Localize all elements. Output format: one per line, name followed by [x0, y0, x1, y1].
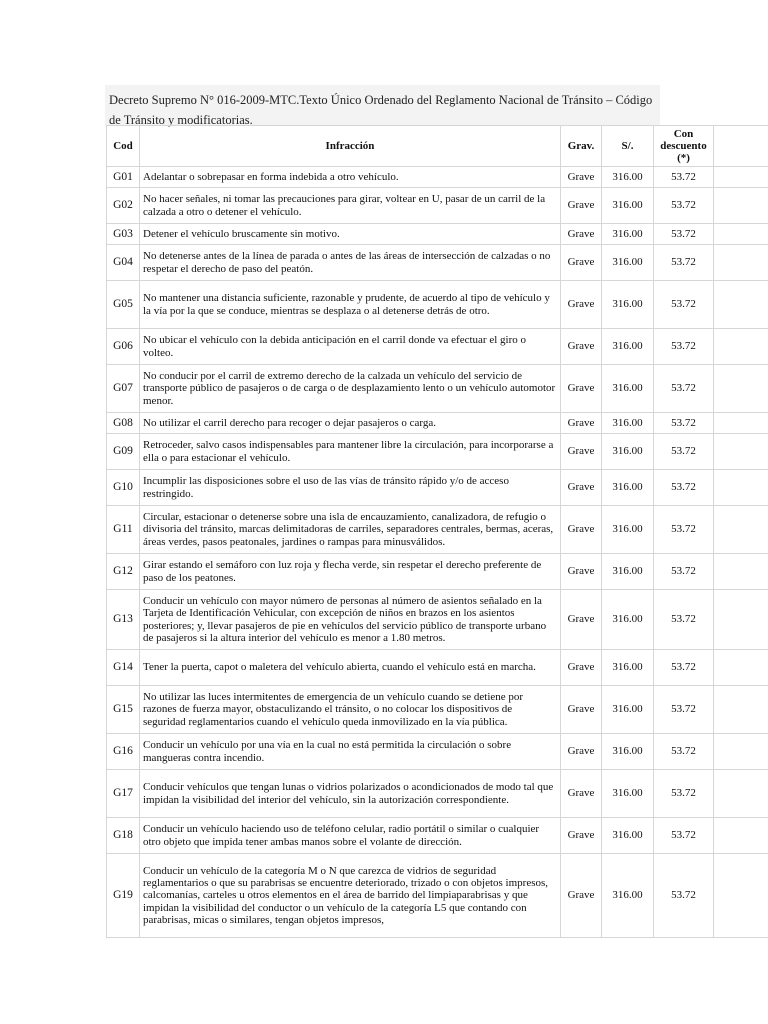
row-fine: 316.00 — [602, 506, 654, 554]
row-severity: Grave — [561, 734, 602, 770]
row-code: G19 — [107, 854, 140, 938]
row-fine: 316.00 — [602, 770, 654, 818]
row-fine: 316.00 — [602, 590, 654, 650]
row-code: G13 — [107, 590, 140, 650]
row-severity: Grave — [561, 686, 602, 734]
row-code: G04 — [107, 245, 140, 281]
row-code: G12 — [107, 554, 140, 590]
row-code: G03 — [107, 224, 140, 245]
header-cod: Cod — [107, 126, 140, 167]
table-row — [107, 590, 768, 650]
table-row — [107, 167, 768, 188]
row-fine: 316.00 — [602, 650, 654, 686]
row-discount: 53.72 — [654, 506, 714, 554]
row-description: Incumplir las disposiciones sobre el uso de las vías de tránsito rápido y/o de acceso restringido. — [140, 470, 561, 506]
row-severity: Grave — [561, 167, 602, 188]
row-empty-cell — [714, 245, 768, 281]
row-code: G06 — [107, 329, 140, 365]
row-fine: 316.00 — [602, 434, 654, 470]
row-severity: Grave — [561, 365, 602, 413]
row-fine: 316.00 — [602, 413, 654, 434]
row-severity: Grave — [561, 506, 602, 554]
row-code: G02 — [107, 188, 140, 224]
row-code: G14 — [107, 650, 140, 686]
row-empty-cell — [714, 281, 768, 329]
row-code: G17 — [107, 770, 140, 818]
row-discount: 53.72 — [654, 245, 714, 281]
table-header-row — [107, 126, 768, 167]
table-row — [107, 686, 768, 734]
row-discount: 53.72 — [654, 686, 714, 734]
table-row — [107, 734, 768, 770]
row-description: Tener la puerta, capot o maletera del vehículo abierta, cuando el vehículo está en marcha. — [140, 650, 561, 686]
row-description: Detener el vehículo bruscamente sin motivo. — [140, 224, 561, 245]
row-fine: 316.00 — [602, 470, 654, 506]
row-description: No utilizar las luces intermitentes de emergencia de un vehículo cuando se detiene por razones de fuerza mayor, obstaculizando el tránsito, o no colocar los dispositivos de seguridad reglamentarios cuando el vehículo queda inmovilizado en la vía pública. — [140, 686, 561, 734]
row-description: Retroceder, salvo casos indispensables para mantener libre la circulación, para incorporarse a ella o para estacionar el vehículo. — [140, 434, 561, 470]
row-description: No utilizar el carril derecho para recoger o dejar pasajeros o carga. — [140, 413, 561, 434]
row-discount: 53.72 — [654, 470, 714, 506]
row-discount: 53.72 — [654, 734, 714, 770]
table-row — [107, 365, 768, 413]
row-empty-cell — [714, 329, 768, 365]
header-infraccion: Infracción — [140, 126, 561, 167]
row-fine: 316.00 — [602, 818, 654, 854]
table-row — [107, 854, 768, 938]
row-empty-cell — [714, 818, 768, 854]
row-empty-cell — [714, 590, 768, 650]
header-empty — [714, 126, 768, 167]
row-code: G11 — [107, 506, 140, 554]
row-discount: 53.72 — [654, 854, 714, 938]
row-fine: 316.00 — [602, 224, 654, 245]
row-empty-cell — [714, 506, 768, 554]
row-discount: 53.72 — [654, 818, 714, 854]
row-description: No ubicar el vehículo con la debida anticipación en el carril donde va efectuar el giro o volteo. — [140, 329, 561, 365]
row-fine: 316.00 — [602, 167, 654, 188]
row-empty-cell — [714, 770, 768, 818]
row-severity: Grave — [561, 770, 602, 818]
row-description: No detenerse antes de la línea de parada o antes de las áreas de intersección de calzadas o no respetar el derecho de paso del peatón. — [140, 245, 561, 281]
row-description: Conducir un vehículo haciendo uso de teléfono celular, radio portátil o similar o cualquier otro objeto que impida tener ambas manos sobre el volante de dirección. — [140, 818, 561, 854]
table-row — [107, 506, 768, 554]
row-fine: 316.00 — [602, 554, 654, 590]
row-code: G08 — [107, 413, 140, 434]
row-fine: 316.00 — [602, 281, 654, 329]
row-fine: 316.00 — [602, 245, 654, 281]
row-empty-cell — [714, 686, 768, 734]
table-row — [107, 245, 768, 281]
table-row — [107, 554, 768, 590]
row-description: No mantener una distancia suficiente, razonable y prudente, de acuerdo al tipo de vehículo y la vía por la que se conduce, mientras se desplaza o al detenerse detrás de otro. — [140, 281, 561, 329]
row-empty-cell — [714, 854, 768, 938]
row-discount: 53.72 — [654, 554, 714, 590]
table-row — [107, 770, 768, 818]
table-row — [107, 281, 768, 329]
row-severity: Grave — [561, 329, 602, 365]
row-empty-cell — [714, 413, 768, 434]
row-empty-cell — [714, 434, 768, 470]
row-description: Conducir un vehículo con mayor número de personas al número de asientos señalado en la Tarjeta de Identificación Vehicular, con excepción de niños en brazos en los asientos posteriores; y, llevar pasajeros de pie en vehículos del servicio público de transporte urbano de pasajeros si la altura interior del vehículo es menor a 1.80 metros. — [140, 590, 561, 650]
row-severity: Grave — [561, 818, 602, 854]
table-row — [107, 434, 768, 470]
row-discount: 53.72 — [654, 650, 714, 686]
row-description: No hacer señales, ni tomar las precauciones para girar, voltear en U, pasar de un carril de la calzada a otro o detener el vehículo. — [140, 188, 561, 224]
row-empty-cell — [714, 365, 768, 413]
row-discount: 53.72 — [654, 434, 714, 470]
row-empty-cell — [714, 224, 768, 245]
row-severity: Grave — [561, 434, 602, 470]
row-code: G10 — [107, 470, 140, 506]
row-fine: 316.00 — [602, 854, 654, 938]
row-code: G18 — [107, 818, 140, 854]
row-description: No conducir por el carril de extremo derecho de la calzada un vehículo del servicio de transporte público de pasajeros o de carga o de desplazamiento lento o un vehículo automotor menor. — [140, 365, 561, 413]
row-severity: Grave — [561, 188, 602, 224]
row-fine: 316.00 — [602, 329, 654, 365]
row-discount: 53.72 — [654, 590, 714, 650]
row-description: Conducir un vehículo por una vía en la cual no está permitida la circulación o sobre mangueras contra incendio. — [140, 734, 561, 770]
header-soles: S/. — [602, 126, 654, 167]
row-code: G07 — [107, 365, 140, 413]
row-empty-cell — [714, 167, 768, 188]
row-code: G16 — [107, 734, 140, 770]
row-empty-cell — [714, 188, 768, 224]
document-title: Decreto Supremo N° 016-2009-MTC.Texto Único Ordenado del Reglamento Nacional de Tránsito – Código de Tránsito y modificatorias. — [105, 85, 660, 125]
row-severity: Grave — [561, 854, 602, 938]
row-severity: Grave — [561, 224, 602, 245]
row-empty-cell — [714, 470, 768, 506]
table-row — [107, 188, 768, 224]
header-grav: Grav. — [561, 126, 602, 167]
header-descuento: Con descuento (*) — [654, 126, 714, 167]
row-severity: Grave — [561, 281, 602, 329]
row-discount: 53.72 — [654, 224, 714, 245]
row-discount: 53.72 — [654, 167, 714, 188]
row-discount: 53.72 — [654, 188, 714, 224]
row-fine: 316.00 — [602, 365, 654, 413]
row-description: Conducir vehículos que tengan lunas o vidrios polarizados o acondicionados de modo tal que impidan la visibilidad del interior del vehículo, sin la autorización correspondiente. — [140, 770, 561, 818]
row-discount: 53.72 — [654, 281, 714, 329]
table-row — [107, 413, 768, 434]
row-empty-cell — [714, 650, 768, 686]
row-discount: 53.72 — [654, 770, 714, 818]
row-discount: 53.72 — [654, 329, 714, 365]
row-code: G15 — [107, 686, 140, 734]
table-row — [107, 818, 768, 854]
row-empty-cell — [714, 734, 768, 770]
row-description: Conducir un vehículo de la categoría M o N que carezca de vidrios de seguridad reglamentarios o que su parabrisas se encuentre deteriorado, trizado o con objetos impresos, calcomanías, carteles u otros elementos en el área de barrido del limpiaparabrisas y que impidan la visibilidad del conductor o un vehículo de la categoría L5 que contando con parabrisas, micas o similares, tengan objetos impresos, — [140, 854, 561, 938]
row-discount: 53.72 — [654, 413, 714, 434]
table-row — [107, 224, 768, 245]
row-fine: 316.00 — [602, 686, 654, 734]
row-fine: 316.00 — [602, 188, 654, 224]
row-discount: 53.72 — [654, 365, 714, 413]
row-code: G01 — [107, 167, 140, 188]
row-severity: Grave — [561, 470, 602, 506]
row-fine: 316.00 — [602, 734, 654, 770]
row-description: Circular, estacionar o detenerse sobre una isla de encauzamiento, canalizadora, de refugio o divisoria del tránsito, marcas delimitadoras de carriles, separadores centrales, bermas, aceras, áreas verdes, pasos peatonales, jardines o rampas para minusválidos. — [140, 506, 561, 554]
row-code: G05 — [107, 281, 140, 329]
table-row — [107, 650, 768, 686]
row-severity: Grave — [561, 590, 602, 650]
row-severity: Grave — [561, 650, 602, 686]
table-row — [107, 329, 768, 365]
row-description: Girar estando el semáforo con luz roja y flecha verde, sin respetar el derecho preferente de paso de los peatones. — [140, 554, 561, 590]
row-severity: Grave — [561, 413, 602, 434]
row-description: Adelantar o sobrepasar en forma indebida a otro vehículo. — [140, 167, 561, 188]
row-code: G09 — [107, 434, 140, 470]
row-severity: Grave — [561, 245, 602, 281]
infractions-table — [106, 125, 768, 938]
table-row — [107, 470, 768, 506]
row-severity: Grave — [561, 554, 602, 590]
row-empty-cell — [714, 554, 768, 590]
